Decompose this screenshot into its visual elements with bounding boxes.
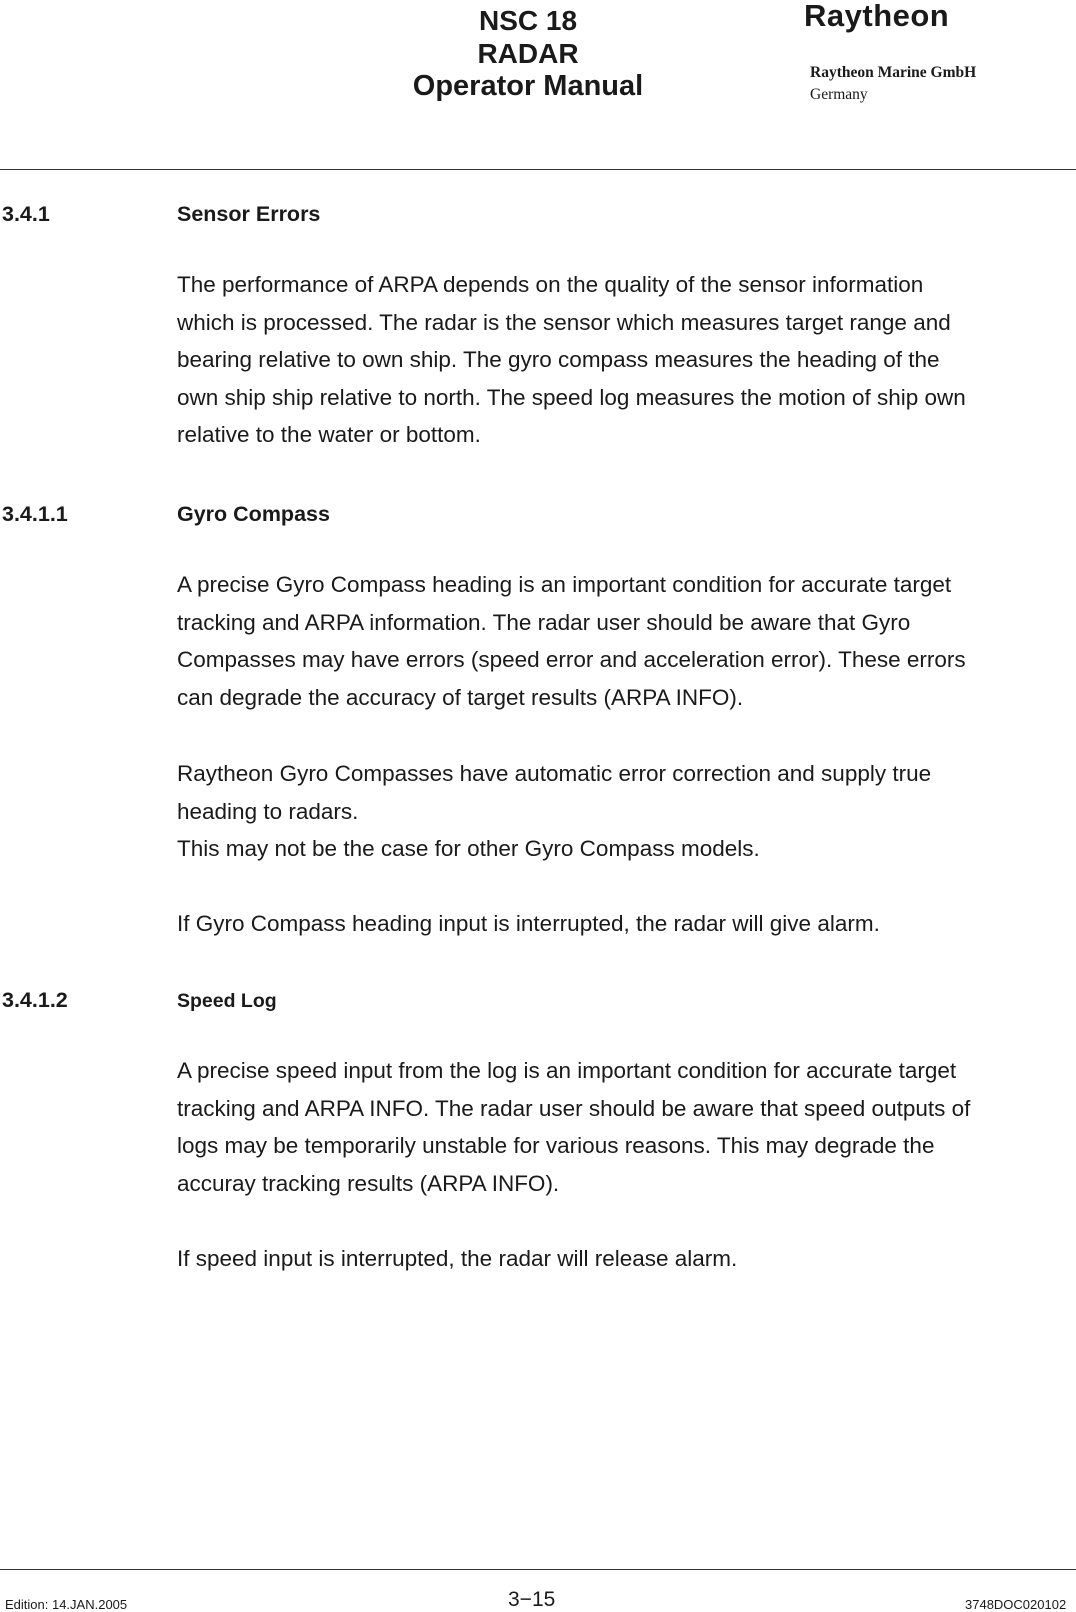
paragraph-line: Compasses may have errors (speed error and acceleration error). These errors	[177, 647, 966, 672]
paragraph-line: This may not be the case for other Gyro Compass models.	[177, 836, 760, 861]
paragraph	[177, 905, 1072, 943]
company-info	[810, 62, 976, 106]
product-name: NSC 18	[478, 5, 578, 36]
raytheon-logo: Raytheon	[804, 0, 950, 33]
paragraph-line: A precise speed input from the log is an important condition for accurate target	[177, 1058, 957, 1083]
paragraph-line: own ship ship relative to north. The speed log measures the motion of ship own	[177, 384, 966, 410]
company-country: Germany	[810, 86, 868, 103]
page-number: 3−15	[508, 1588, 556, 1611]
paragraph-line: heading to radars.	[177, 798, 359, 824]
product-type: RADAR	[477, 38, 579, 69]
paragraph-line: tracking and ARPA information. The radar user should be aware that Gyro	[177, 609, 911, 635]
paragraph-line: relative to the water or bottom.	[177, 422, 481, 447]
document-header-title	[370, 4, 686, 103]
section-number: 3.4.1	[2, 202, 50, 226]
paragraph-line: which is processed. The radar is the sensor which measures target range and	[177, 309, 951, 335]
section-number: 3.4.1.2	[2, 988, 68, 1012]
document-id: 3748DOC020102	[965, 1597, 1067, 1612]
paragraph	[177, 266, 1072, 454]
paragraph-line: If speed input is interrupted, the radar will release alarm.	[177, 1246, 738, 1271]
section-title: Gyro Compass	[177, 502, 330, 526]
paragraph	[177, 1240, 1072, 1278]
paragraph	[177, 1052, 1072, 1202]
paragraph-line: Raytheon Gyro Compasses have automatic error correction and supply true	[177, 761, 932, 786]
paragraph-line: accuray tracking results (ARPA INFO).	[177, 1170, 560, 1196]
section-number: 3.4.1.1	[2, 502, 68, 526]
paragraph-line: A precise Gyro Compass heading is an important condition for accurate target	[177, 572, 952, 597]
footer-divider	[0, 1569, 1076, 1570]
paragraph-line: If Gyro Compass heading input is interrupted, the radar will give alarm.	[177, 911, 880, 936]
paragraph-line: The performance of ARPA depends on the quality of the sensor information	[177, 272, 924, 297]
section-title: Sensor Errors	[177, 202, 321, 226]
header-divider	[0, 169, 1076, 170]
manual-title: Operator Manual	[412, 70, 644, 102]
section-title: Speed Log	[177, 990, 277, 1012]
edition-date: Edition: 14.JAN.2005	[5, 1597, 128, 1612]
paragraph-line: tracking and ARPA INFO. The radar user should be aware that speed outputs of	[177, 1095, 971, 1121]
company-name: Raytheon Marine GmbH	[810, 64, 977, 81]
paragraph	[177, 566, 1072, 716]
paragraph	[177, 755, 1072, 868]
paragraph-line: can degrade the accuracy of target results (ARPA INFO).	[177, 684, 744, 710]
paragraph-line: logs may be temporarily unstable for various reasons. This may degrade the	[177, 1133, 935, 1158]
paragraph-line: bearing relative to own ship. The gyro compass measures the heading of the	[177, 347, 940, 372]
